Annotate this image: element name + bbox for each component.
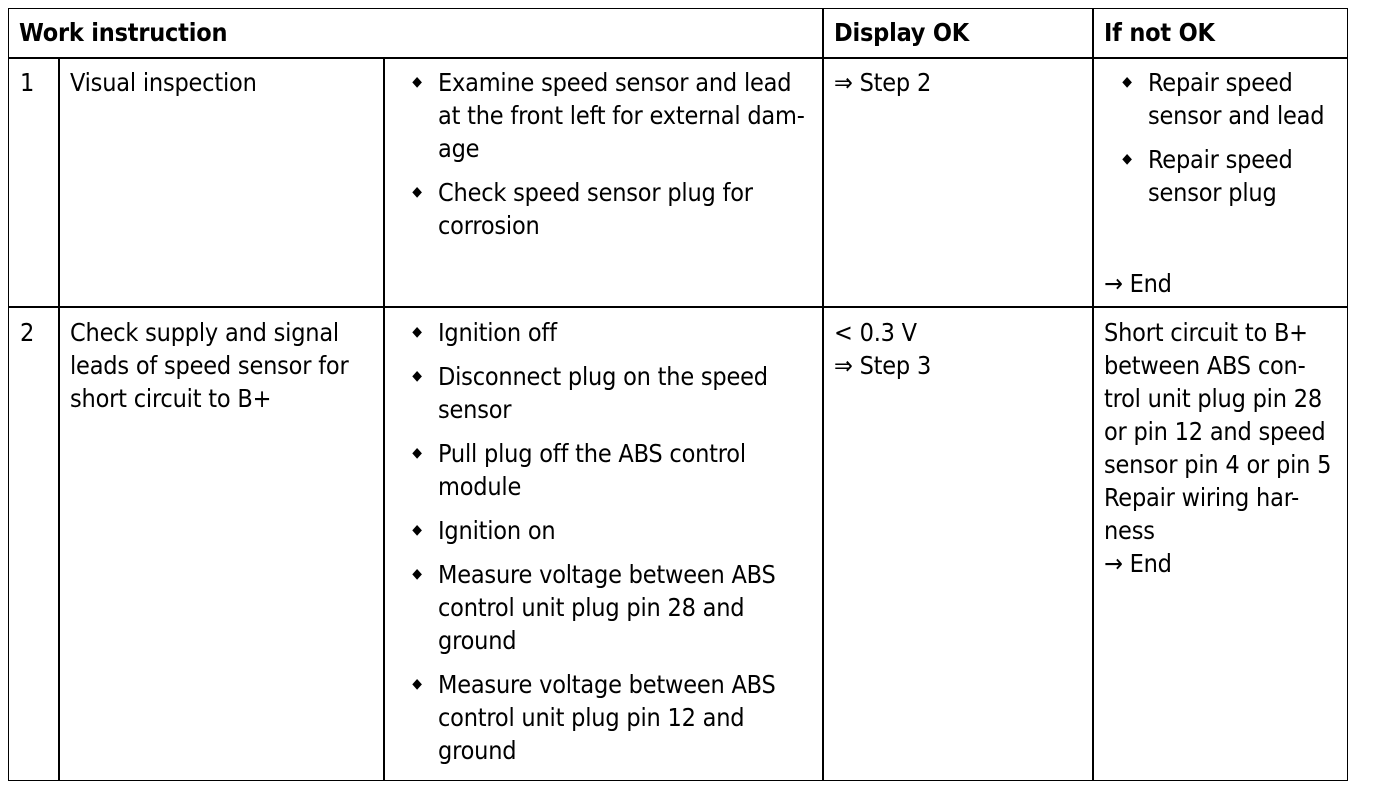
header-row-divider — [8, 57, 1348, 59]
col-divider-notok — [1092, 8, 1094, 780]
remedy-list — [1106, 66, 1342, 209]
list-item — [396, 360, 816, 426]
end-arrow-text: → End — [1104, 549, 1172, 578]
header-if-not-ok: If not OK — [1104, 18, 1215, 47]
diamond-bullet-icon: ◆ — [412, 368, 422, 384]
diamond-bullet-icon: ◆ — [412, 522, 422, 538]
list-item — [396, 558, 816, 657]
diamond-bullet-icon: ◆ — [1122, 151, 1132, 167]
step-number: 1 — [20, 68, 35, 97]
list-item — [396, 514, 816, 547]
instruction-text: Check speed sensor plug for corrosion — [438, 178, 753, 240]
instruction-text: Ignition on — [438, 516, 556, 545]
diamond-bullet-icon: ◆ — [412, 676, 422, 692]
col-divider-display — [822, 8, 824, 780]
step-title: Visual inspection — [70, 68, 257, 97]
display-ok-cell — [834, 66, 1084, 99]
diamond-bullet-icon: ◆ — [412, 184, 422, 200]
list-item — [1106, 143, 1342, 209]
if-not-ok-cell — [1104, 316, 1340, 580]
instruction-text: Examine speed sensor and lead at the front left for external dam-age — [438, 68, 805, 163]
instruction-text: Ignition off — [438, 318, 557, 347]
display-ok-text: ⇒ Step 2 — [834, 68, 932, 97]
list-item — [396, 316, 816, 349]
instructions-cell — [396, 66, 816, 253]
step-title: Check supply and signal leads of speed sensor for short circuit to B+ — [70, 318, 349, 413]
col-divider-title — [383, 58, 385, 780]
remedy-text: Repair wiring har-ness — [1104, 483, 1300, 545]
row-divider — [8, 306, 1348, 308]
list-item — [396, 437, 816, 503]
list-item — [1106, 66, 1342, 132]
remedy-text: Repair speed sensor and lead — [1148, 68, 1325, 130]
display-ok-text: ⇒ Step 3 — [834, 351, 932, 380]
fault-description: Short circuit to B+ between ABS con-trol unit plug pin 28 or pin 12 and speed sensor pin 4 or pin 5 — [1104, 318, 1332, 479]
col-divider-step — [58, 58, 60, 780]
instruction-text: Pull plug off the ABS control module — [438, 439, 746, 501]
list-item — [396, 668, 816, 767]
instruction-list — [396, 316, 816, 767]
remedy-text: Repair speed sensor plug — [1148, 145, 1293, 207]
instruction-text: Measure voltage between ABS control unit plug pin 12 and ground — [438, 670, 776, 765]
instruction-text: Disconnect plug on the speed sensor — [438, 362, 768, 424]
work-instruction-table — [8, 8, 1348, 781]
diamond-bullet-icon: ◆ — [412, 324, 422, 340]
diamond-bullet-icon: ◆ — [412, 445, 422, 461]
if-not-ok-cell — [1106, 66, 1342, 220]
end-arrow-text: → End — [1104, 269, 1172, 298]
list-item — [396, 66, 816, 165]
instructions-cell — [396, 316, 816, 778]
diamond-bullet-icon: ◆ — [412, 566, 422, 582]
diamond-bullet-icon: ◆ — [1122, 74, 1132, 90]
list-item — [396, 176, 816, 242]
diamond-bullet-icon: ◆ — [412, 74, 422, 90]
step-number: 2 — [20, 318, 35, 347]
display-ok-cell — [834, 316, 1084, 382]
header-work-instruction: Work instruction — [19, 18, 228, 47]
header-display-ok: Display OK — [834, 18, 970, 47]
instruction-list — [396, 66, 816, 242]
instruction-text: Measure voltage between ABS control unit plug pin 28 and ground — [438, 560, 776, 655]
threshold-value: < 0.3 V — [834, 318, 917, 347]
